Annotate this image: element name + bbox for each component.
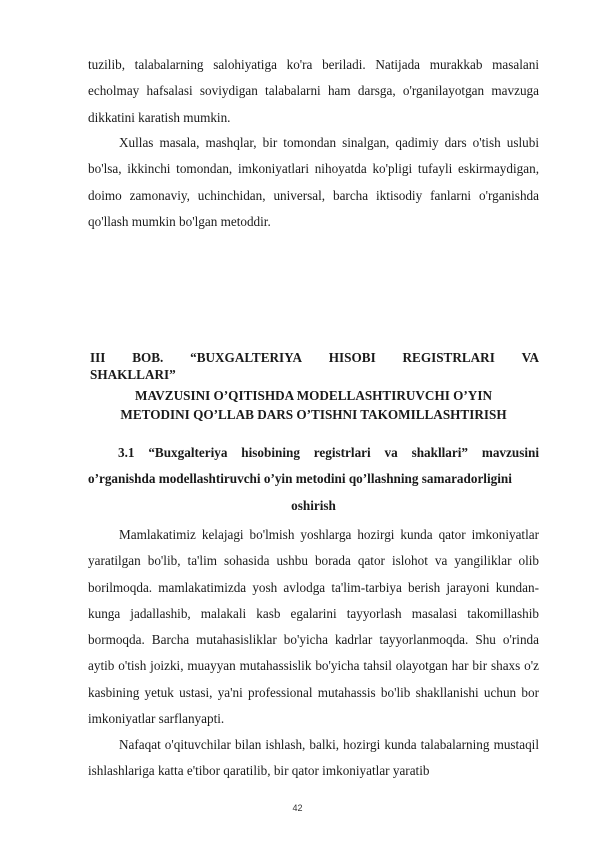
chapter-heading [90, 349, 539, 383]
topic-subtitle [88, 386, 539, 424]
paragraph-2: Xullas masala, mashqlar, bir tomondan sinalgan, qadimiy dars o'tish uslubi bo'lsa, ikkinchi tomondan, imkoniyatlari nihoyatda ko'pligi tufayli eskirmaydigan, doimo zamonaviy, uchinchidan, universal, barcha iktisodiy fanlarni o'rganishda qo'llash mumkin bo'lgan metoddir. [88, 135, 539, 229]
section-word: registrlari [313, 445, 371, 460]
paragraph-3: Mamlakatimiz kelajagi bo'lmish yoshlarga hozirgi kunda qator imkoniyatlar yaratilgan bo'lib, ta'lim sohasida ushbu borada qator islohot va yangiliklar olib borilmoqda. mamlakatimizda yosh avlodga ta'lim-tarbiya berish jarayoni kundan-kunga jadallashib, malakali kasb egalarini tayyorlash masalasi takomillashib bormoqda. Barcha mutahasisliklar bo'yicha kadrlar tayyorlanmoqda. Shu o'rinda aytib o'tish joizki, muayyan mutahassislik bo'yicha tahsil olayotgan har bir shaxs o'z kasbining yetuk ustasi, ya'ni professional mutahassis bo'lib shakllanishi uchun bor imkoniyatlar sarflanyapti. [88, 527, 539, 727]
subtitle-line-1: MAVZUSINI O’QITISHDA MODELLASHTIRUVCHI O’YIN [135, 388, 492, 403]
section-heading [88, 440, 539, 519]
chapter-word: “BUXGALTERIYA [190, 350, 303, 365]
section-word: 3.1 [118, 445, 135, 460]
chapter-word: BOB. [132, 350, 164, 365]
section-word: “Buxgalteriya [148, 445, 228, 460]
chapter-word: III [90, 350, 106, 365]
section-word: shakllari” [411, 445, 468, 460]
section-line-3: oshirish [291, 497, 336, 513]
paragraph-4: Nafaqat o'qituvchilar bilan ishlash, balki, hozirgi kunda talabalarning mustaqil ishlashlariga katta e'tibor qaratilib, bir qator imkoniyatlar yaratib [88, 737, 539, 779]
page-number: 42 [292, 803, 303, 813]
section-line-2: o’rganishda modellashtiruvchi o’yin metodini qo’llashning samaradorligini [88, 471, 512, 487]
section-word: va [384, 445, 398, 460]
section-word: hisobining [241, 445, 300, 460]
chapter-line-2: SHAKLLARI” [90, 367, 176, 382]
section-word: mavzusini [481, 445, 539, 460]
chapter-word: HISOBI [328, 350, 376, 365]
chapter-word: VA [521, 350, 539, 365]
subtitle-line-2: METODINI QO’LLAB DARS O’TISHNI TAKOMILLASHTIRISH [120, 407, 507, 422]
chapter-word: REGISTRLARI [402, 350, 495, 365]
paragraph-1: tuzilib, talabalarning salohiyatiga ko'ra beriladi. Natijada murakkab masalani echolmay hafsalasi soviydigan talabalarni ham darsga, o'rganilayotgan mavzuga dikkatini karatish mumkin. [88, 57, 539, 125]
